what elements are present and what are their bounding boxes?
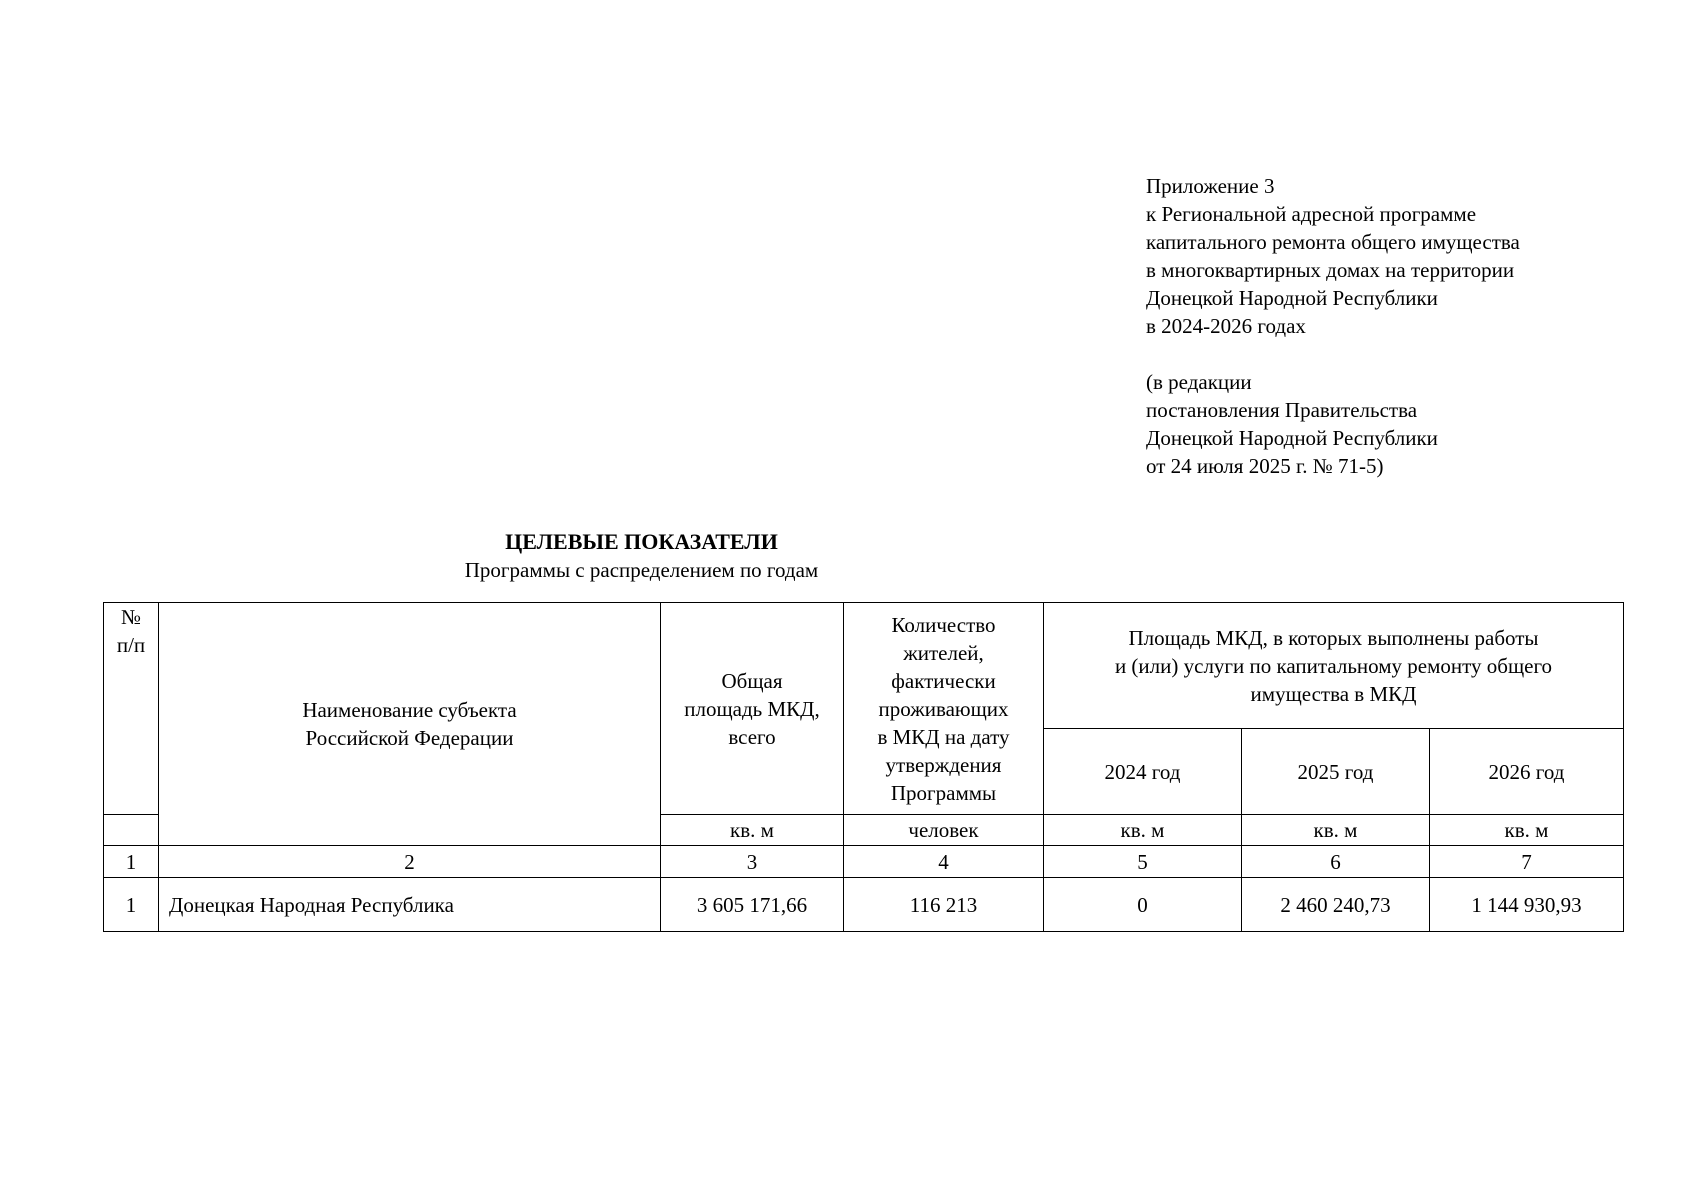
header-residents-line: в МКД на дату xyxy=(877,724,1010,749)
header-num-line: п/п xyxy=(116,633,146,657)
header-residents-line: фактически xyxy=(891,668,996,693)
header-residents-line: утверждения xyxy=(885,752,1002,777)
unit-2026: кв. м xyxy=(1430,815,1624,846)
appendix-header xyxy=(1146,172,1520,480)
row-subject-name: Донецкая Народная Республика xyxy=(159,878,661,932)
header-residents-line: Количество xyxy=(891,612,996,637)
row-area-2025: 2 460 240,73 xyxy=(1242,878,1430,932)
appendix-line: к Региональной адресной программе xyxy=(1146,202,1477,226)
column-number: 4 xyxy=(844,846,1044,878)
row-area-2024: 0 xyxy=(1044,878,1242,932)
header-year-2026: 2026 год xyxy=(1430,729,1624,815)
edition-line: постановления Правительства xyxy=(1146,398,1418,422)
edition-line: Донецкой Народной Республики xyxy=(1146,426,1438,450)
unit-2024: кв. м xyxy=(1044,815,1242,846)
header-row-main xyxy=(104,603,1624,729)
header-works-area-line: Площадь МКД, в которых выполнены работы xyxy=(1128,625,1539,650)
document-title: ЦЕЛЕВЫЕ ПОКАЗАТЕЛИ xyxy=(505,529,778,554)
document-title-block xyxy=(0,528,1283,584)
row-num: 1 xyxy=(104,878,159,932)
edition-line: от 24 июля 2025 г. № 71-5) xyxy=(1146,454,1384,478)
appendix-line: в 2024-2026 годах xyxy=(1146,314,1306,338)
edition-line: (в редакции xyxy=(1146,370,1252,394)
unit-2025: кв. м xyxy=(1242,815,1430,846)
column-number: 1 xyxy=(104,846,159,878)
column-number: 3 xyxy=(661,846,844,878)
header-num xyxy=(104,603,159,815)
appendix-line: Приложение 3 xyxy=(1146,174,1275,198)
header-subject-name xyxy=(159,603,661,846)
table-row xyxy=(104,878,1624,932)
unit-residents: человек xyxy=(844,815,1044,846)
column-number: 6 xyxy=(1242,846,1430,878)
column-number: 7 xyxy=(1430,846,1624,878)
row-total-area: 3 605 171,66 xyxy=(661,878,844,932)
header-subject-line: Российской Федерации xyxy=(305,726,514,750)
unit-num-empty xyxy=(104,815,159,846)
appendix-spacer xyxy=(1146,340,1520,368)
unit-total-area: кв. м xyxy=(661,815,844,846)
header-residents xyxy=(844,603,1044,815)
row-residents: 116 213 xyxy=(844,878,1044,932)
appendix-line: капитального ремонта общего имущества xyxy=(1146,230,1520,254)
row-area-2026: 1 144 930,93 xyxy=(1430,878,1624,932)
column-numbers-row xyxy=(104,846,1624,878)
target-indicators-table xyxy=(103,602,1624,932)
header-total-area-line: площадь МКД, xyxy=(684,696,820,721)
header-works-area xyxy=(1044,603,1624,729)
header-year-2025: 2025 год xyxy=(1242,729,1430,815)
column-number: 5 xyxy=(1044,846,1242,878)
appendix-line: в многоквартирных домах на территории xyxy=(1146,258,1515,282)
header-num-line: № xyxy=(120,605,142,629)
header-works-area-line: и (или) услуги по капитальному ремонту общего xyxy=(1114,653,1553,678)
header-total-area-line: всего xyxy=(728,724,776,749)
header-subject-line: Наименование субъекта xyxy=(302,698,517,722)
column-number: 2 xyxy=(159,846,661,878)
header-works-area-line: имущества в МКД xyxy=(1250,681,1417,706)
header-residents-line: проживающих xyxy=(878,696,1009,721)
header-residents-line: Программы xyxy=(890,780,997,805)
header-total-area-line: Общая xyxy=(721,668,783,693)
document-subtitle: Программы с распределением по годам xyxy=(464,558,819,582)
header-year-2024: 2024 год xyxy=(1044,729,1242,815)
header-residents-line: жителей, xyxy=(903,640,984,665)
header-total-area xyxy=(661,603,844,815)
appendix-line: Донецкой Народной Республики xyxy=(1146,286,1438,310)
